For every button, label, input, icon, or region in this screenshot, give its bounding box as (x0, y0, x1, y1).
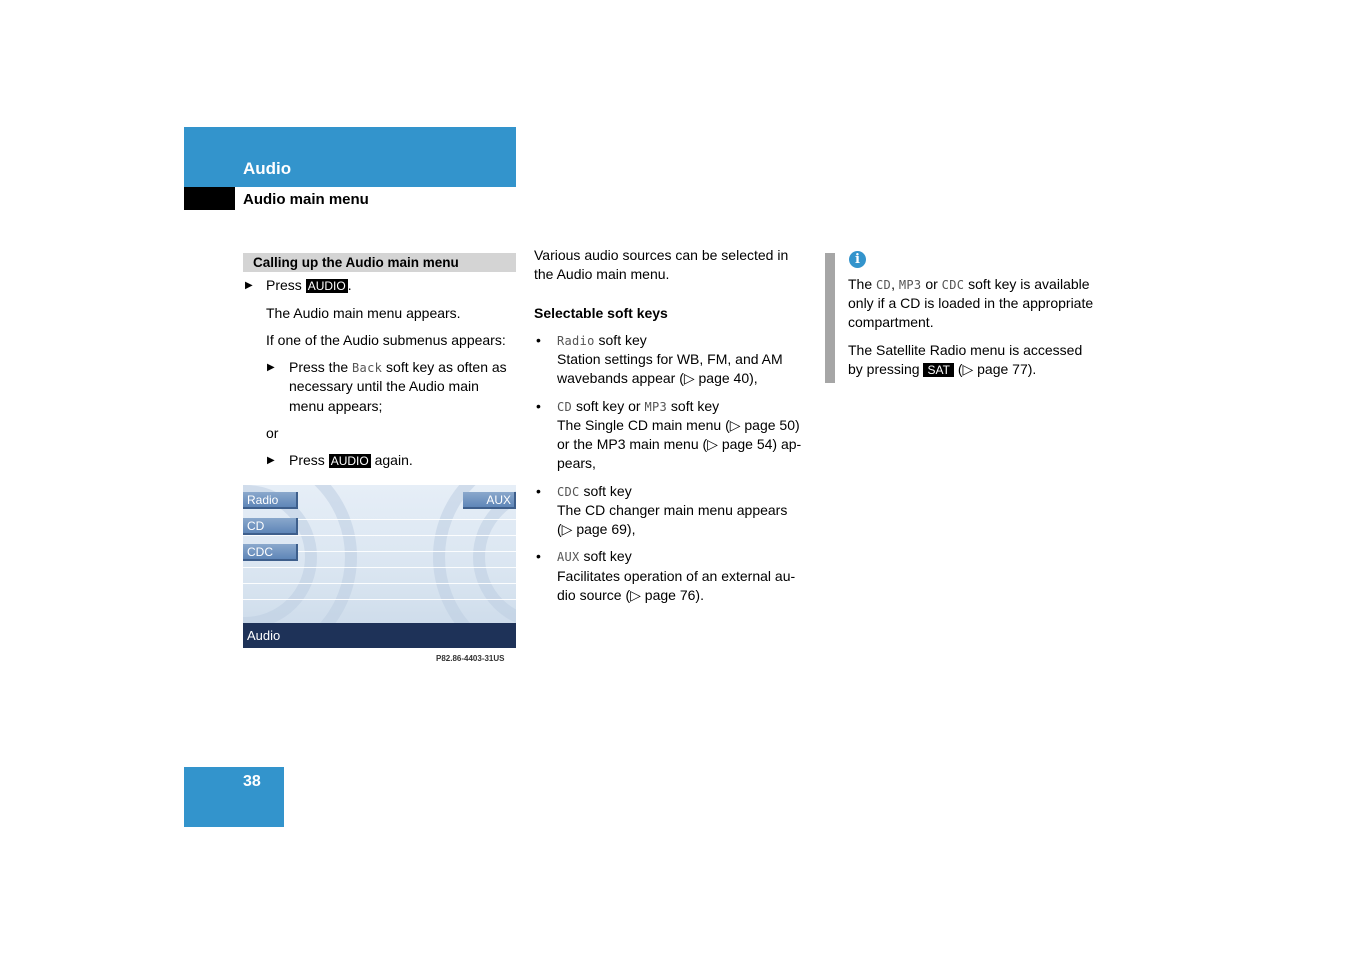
intro-line1: Various audio sources can be selected in (534, 247, 789, 263)
mp3-key-label: MP3 (644, 400, 668, 414)
page-number: 38 (243, 773, 261, 790)
or-text: or (266, 425, 279, 441)
item-radio: Radio soft key (557, 332, 647, 348)
cd-key-label: CD (876, 278, 892, 292)
aux-softkey: AUX (463, 492, 516, 509)
radio-key-label: Radio (557, 334, 595, 348)
step-arrow-icon: ▶ (267, 455, 275, 466)
note-line1: The CD, MP3 or CDC soft key is available (848, 276, 1090, 292)
item-radio-line3: wavebands appear (▷ page 40), (557, 370, 758, 386)
intro-line2: the Audio main menu. (534, 266, 670, 282)
note-line3: compartment. (848, 314, 934, 330)
result-text: The Audio main menu appears. (266, 305, 461, 321)
item-cd-mp3: CD soft key or MP3 soft key (557, 398, 720, 414)
condition-text: If one of the Audio submenus appears: (266, 332, 506, 348)
item-cdc-line2: The CD changer main menu appears (557, 502, 788, 518)
info-icon: i (849, 251, 866, 268)
cd-key-label: CD (557, 400, 573, 414)
softkeys-heading: Selectable soft keys (534, 305, 668, 321)
item-aux-line2: Facilitates operation of an external au- (557, 568, 796, 584)
aux-key-label: AUX (557, 550, 580, 564)
section-marker (184, 187, 235, 210)
audio-screen-image (243, 485, 516, 648)
bullet-icon: • (536, 398, 541, 414)
section-title: Audio main menu (243, 191, 369, 208)
cdc-key-label: CDC (941, 278, 965, 292)
item-radio-line2: Station settings for WB, FM, and AM (557, 351, 783, 367)
step-arrow-icon: ▶ (267, 362, 275, 373)
audio-key: AUDIO (307, 279, 346, 293)
substep-back-line3: menu appears; (289, 398, 383, 414)
item-aux-line3: dio source (▷ page 76). (557, 587, 704, 603)
item-cd-line3: or the MP3 main menu (▷ page 54) ap- (557, 436, 802, 452)
page-number-box (184, 767, 284, 827)
sat-key: SAT (923, 363, 953, 377)
substep-back: Press the Back soft key as often as (289, 359, 507, 375)
bullet-icon: • (536, 548, 541, 564)
cdc-softkey: CDC (243, 544, 298, 561)
item-cd-line4: pears, (557, 455, 596, 471)
note-sat-line1: The Satellite Radio menu is accessed (848, 342, 1083, 358)
procedure-heading (243, 253, 516, 272)
item-aux: AUX soft key (557, 548, 632, 564)
cdc-key-label: CDC (557, 485, 580, 499)
item-cdc: CDC soft key (557, 483, 632, 499)
mp3-key-label: MP3 (898, 278, 922, 292)
image-code: P82.86-4403-31US (436, 654, 505, 663)
bullet-icon: • (536, 332, 541, 348)
step-press-audio: Press AUDIO . (266, 277, 352, 293)
header-bar (184, 127, 516, 187)
item-cdc-line3: (▷ page 69), (557, 521, 636, 537)
step-press-audio-again: Press AUDIO again. (289, 452, 413, 468)
note-line2: only if a CD is loaded in the appropriate (848, 295, 1094, 311)
step-arrow-icon: ▶ (245, 280, 253, 291)
audio-key: AUDIO (330, 454, 369, 468)
note-sidebar (825, 253, 835, 383)
procedure-heading-text: Calling up the Audio main menu (253, 255, 459, 270)
radio-softkey: Radio (243, 492, 298, 509)
cd-softkey: CD (243, 518, 298, 535)
substep-back-line2: necessary until the Audio main (289, 378, 479, 394)
screen-status-bar: Audio (243, 623, 516, 648)
chapter-title: Audio (243, 159, 292, 178)
item-cd-line2: The Single CD main menu (▷ page 50) (557, 417, 800, 433)
note-sat-line2: by pressing SAT (▷ page 77). (848, 361, 1037, 377)
back-softkey-label: Back (352, 361, 383, 375)
bullet-icon: • (536, 483, 541, 499)
